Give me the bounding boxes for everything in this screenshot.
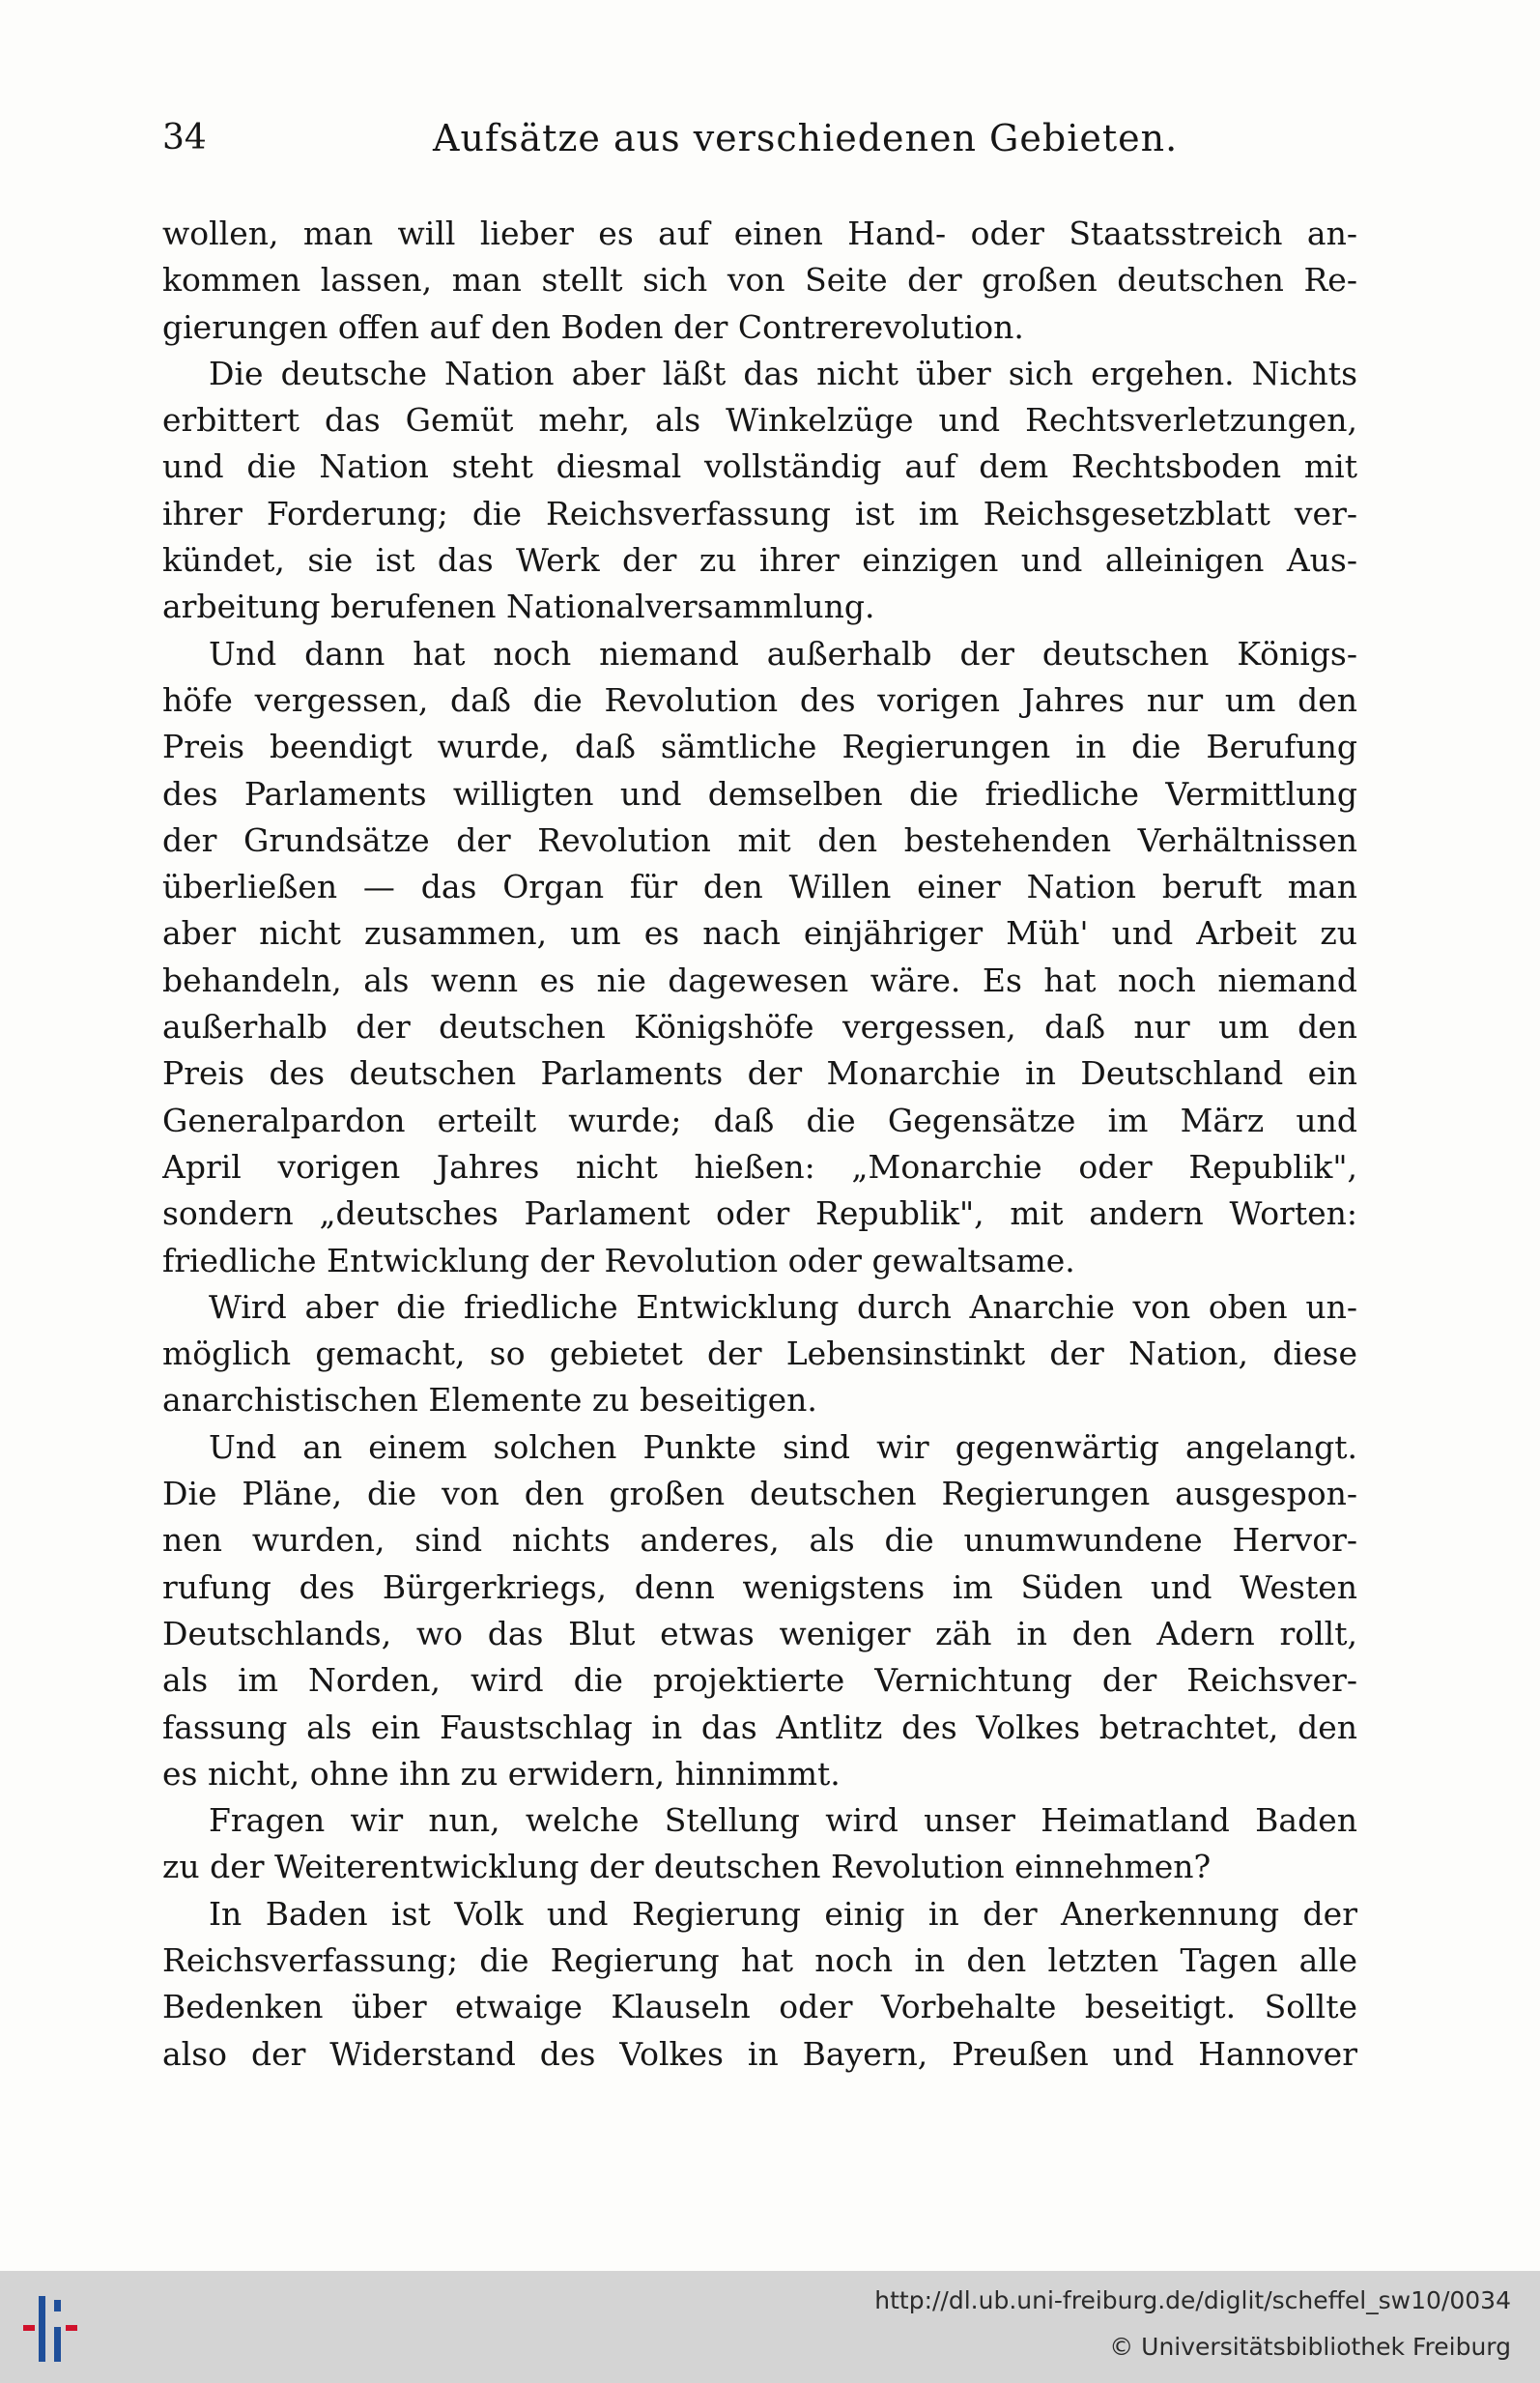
text-line: gierungen offen auf den Boden der Contrerevolution.: [162, 307, 1024, 346]
page-number: 34: [162, 118, 207, 158]
text-line: Die Pläne, die von den großen deutschen Regierungen ausgespon-: [162, 1475, 1357, 1513]
text-line: kündet, sie ist das Werk der zu ihrer einzigen und alleinigen Aus-: [162, 541, 1357, 580]
text-line: April vorigen Jahres nicht hießen: „Monarchie oder Republik",: [162, 1147, 1357, 1186]
running-head: [162, 114, 1360, 162]
text-line: Wird aber die friedliche Entwicklung durch Anarchie von oben un-: [209, 1287, 1357, 1326]
text-line: Und an einem solchen Punkte sind wir gegenwärtig angelangt.: [209, 1427, 1357, 1466]
text-line: Preis des deutschen Parlaments der Monarchie in Deutschland ein: [162, 1054, 1357, 1093]
library-footer: [0, 2271, 1540, 2383]
text-line: es nicht, ohne ihn zu erwidern, hinnimmt.: [162, 1754, 841, 1793]
text-line: der Grundsätze der Revolution mit den bestehenden Verhältnissen: [162, 820, 1357, 859]
text-line: kommen lassen, man stellt sich von Seite der großen deutschen Re-: [162, 261, 1357, 300]
text-line: Deutschlands, wo das Blut etwas weniger zäh in den Adern rollt,: [162, 1614, 1357, 1652]
text-line: außerhalb der deutschen Königshöfe vergessen, daß nur um den: [162, 1008, 1357, 1047]
text-line: ihrer Forderung; die Reichsverfassung ist im Reichsgesetzblatt ver-: [162, 494, 1357, 532]
body-text: [162, 211, 1357, 2078]
text-line: anarchistischen Elemente zu beseitigen.: [162, 1381, 817, 1420]
text-line: also der Widerstand des Volkes in Bayern, Preußen und Hannover: [162, 2034, 1357, 2073]
text-line: Die deutsche Nation aber läßt das nicht über sich ergehen. Nichts: [209, 354, 1357, 392]
text-line: In Baden ist Volk und Regierung einig in der Anerkennung der: [209, 1894, 1357, 1933]
text-line: nen wurden, sind nichts anderes, als die unumwundene Hervor-: [162, 1521, 1357, 1560]
running-title: Aufsätze aus verschiedenen Gebieten.: [433, 117, 1179, 159]
text-line: und die Nation steht diesmal vollständig auf dem Rechtsboden mit: [162, 447, 1357, 486]
text-line: aber nicht zusammen, um es nach einjähriger Müh' und Arbeit zu: [162, 914, 1357, 953]
text-line: als im Norden, wird die projektierte Vernichtung der Reichsver-: [162, 1661, 1357, 1700]
text-line: Generalpardon erteilt wurde; daß die Gegensätze im März und: [162, 1101, 1357, 1139]
text-line: sondern „deutsches Parlament oder Republik", mit andern Worten:: [162, 1194, 1357, 1233]
text-line: behandeln, als wenn es nie dagewesen wäre. Es hat noch niemand: [162, 961, 1357, 999]
text-line: zu der Weiterentwicklung der deutschen Revolution einnehmen?: [162, 1848, 1212, 1886]
permalink-url[interactable]: http://dl.ub.uni-freiburg.de/diglit/scheffel_sw10/0034: [874, 2286, 1511, 2314]
text-line: Fragen wir nun, welche Stellung wird unser Heimatland Baden: [209, 1801, 1357, 1840]
text-line: Und dann hat noch niemand außerhalb der deutschen Königs-: [209, 634, 1357, 673]
text-line: Reichsverfassung; die Regierung hat noch in den letzten Tagen alle: [162, 1940, 1357, 1979]
ub-freiburg-logo-icon: [21, 2290, 99, 2368]
text-line: des Parlaments willigten und demselben die friedliche Vermittlung: [162, 774, 1357, 813]
text-line: rufung des Bürgerkriegs, denn wenigstens im Süden und Westen: [162, 1567, 1357, 1606]
text-line: Bedenken über etwaige Klauseln oder Vorbehalte beseitigt. Sollte: [162, 1988, 1357, 2026]
text-line: erbittert das Gemüt mehr, als Winkelzüge und Rechtsverletzungen,: [162, 401, 1357, 440]
text-line: wollen, man will lieber es auf einen Hand- oder Staatsstreich an-: [162, 215, 1357, 252]
text-line: überließen — das Organ für den Willen einer Nation beruft man: [162, 868, 1357, 906]
text-line: friedliche Entwicklung der Revolution oder gewaltsame.: [162, 1241, 1075, 1279]
text-line: fassung als ein Faustschlag in das Antlitz des Volkes betrachtet, den: [162, 1708, 1357, 1746]
text-line: arbeitung berufenen Nationalversammlung.: [162, 588, 875, 626]
text-line: höfe vergessen, daß die Revolution des vorigen Jahres nur um den: [162, 680, 1357, 719]
text-line: möglich gemacht, so gebietet der Lebensinstinkt der Nation, diese: [162, 1335, 1357, 1373]
text-line: Preis beendigt wurde, daß sämtliche Regierungen in die Berufung: [162, 728, 1357, 766]
copyright-notice: © Universitätsbibliothek Freiburg: [1109, 2333, 1511, 2361]
